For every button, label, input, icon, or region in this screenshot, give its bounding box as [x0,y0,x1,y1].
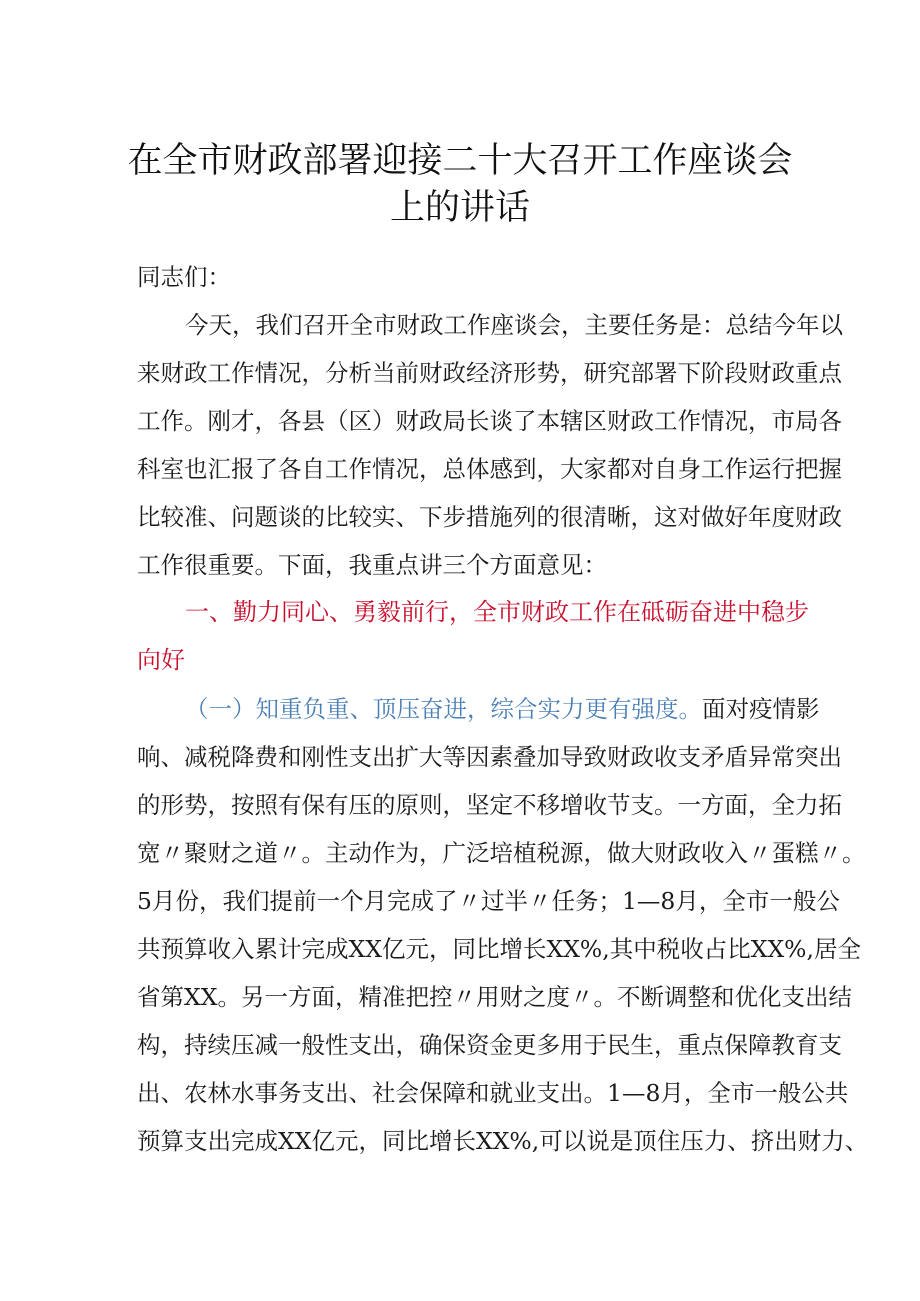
body-line: 省第XX。另一方面，精准把控〃用财之度〃。不断调整和优化支出结 [137,983,852,1011]
body-line: 预算支出完成XX亿元，同比增长XX%,可以说是顶住压力、挤出财力、 [137,1127,869,1155]
body-line: 共预算收入累计完成XX亿元，同比增长XX%,其中税收占比XX%,居全 [137,935,861,963]
document-title-line-1: 在全市财政部署迎接二十大召开工作座谈会 [127,141,793,181]
intro-line: 科室也汇报了各自工作情况，总体感到，大家都对自身工作运行把握 [137,455,842,483]
body-line: 响、减税降费和刚性支出扩大等因素叠加导致财政收支矛盾异常突出 [137,743,842,771]
body-line: 的形势，按照有保有压的原则，坚定不移增收节支。一方面，全力拓 [137,791,842,819]
intro-line: 比较准、问题谈的比较实、下步措施列的很清晰，这对做好年度财政 [137,503,842,531]
section-heading-line-2: 向好 [137,646,185,674]
intro-line: 今天，我们召开全市财政工作座谈会，主要任务是：总结今年以 [185,311,843,339]
section-heading-line-1: 一、勤力同心、勇毅前行，全市财政工作在砥砺奋进中稳步 [185,598,809,626]
intro-line: 来财政工作情况，分析当前财政经济形势，研究部署下阶段财政重点 [137,359,842,387]
body-line: 5月份，我们提前一个月完成了〃过半〃任务；1—8月，全市一般公 [137,887,840,915]
body-line: 宽〃聚财之道〃。主动作为，广泛培植税源，做大财政收入〃蛋糕〃。 [137,839,866,867]
subsection-label: （一）知重负重、顶压奋进，综合实力更有强度。 [185,695,702,723]
body-line: 出、农林水事务支出、社会保障和就业支出。1—8月，全市一般公共 [137,1079,849,1107]
subsection-first-line-rest: 面对疫情影 [702,695,820,723]
intro-line: 工作。刚才，各县（区）财政局长谈了本辖区财政工作情况，市局各 [137,407,842,435]
intro-line: 工作很重要。下面，我重点讲三个方面意见： [137,551,607,579]
body-line: 构，持续压减一般性支出，确保资金更多用于民生，重点保障教育支 [137,1031,842,1059]
document-title-line-2: 上的讲话 [389,188,530,228]
salutation: 同志们： [137,263,231,291]
subsection-first-line [185,694,820,724]
